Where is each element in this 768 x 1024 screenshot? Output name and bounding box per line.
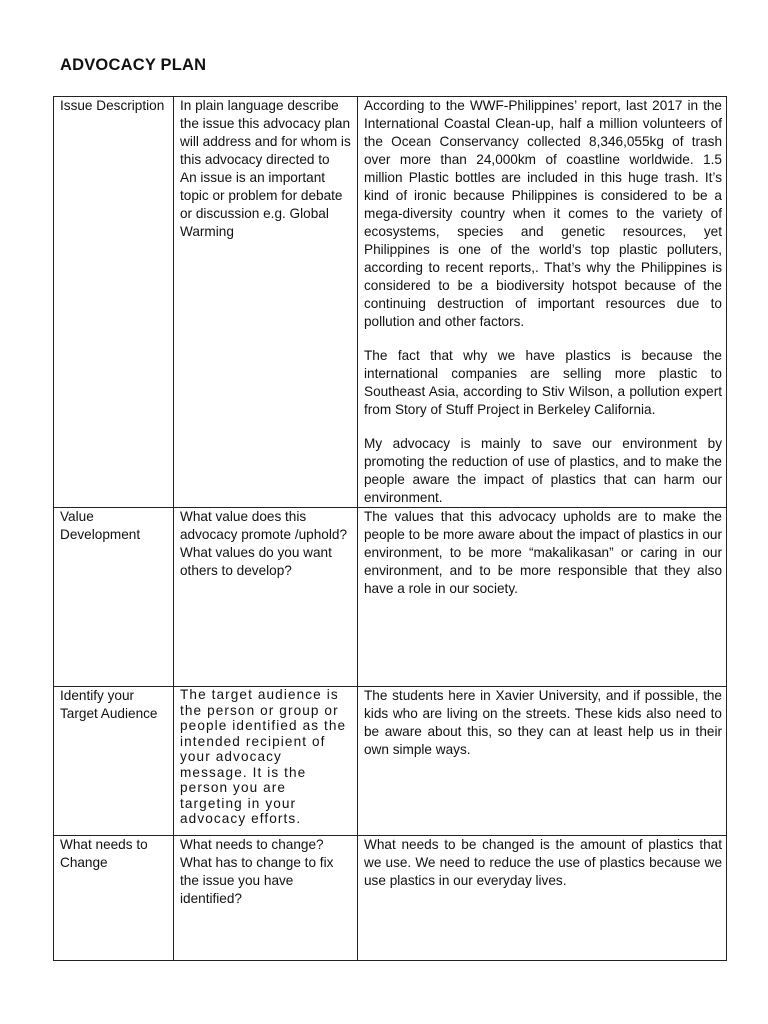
row-label-target-audience bbox=[54, 687, 174, 836]
page-title: ADVOCACY PLAN bbox=[60, 56, 207, 74]
prompt-text: What value does this advocacy promote /uphold? What values do you want others to develop? bbox=[180, 509, 348, 578]
row-prompt-value-development bbox=[174, 508, 358, 687]
row-response-target-audience bbox=[358, 687, 727, 836]
table-row-what-needs-to-change bbox=[54, 836, 727, 961]
response-paragraph: The values that this advocacy upholds are to make the people to be more aware about the impact of plastics in our environment, to be more “makalikasan” or caring in our environment, and to be more responsible that they also have a role in our society. bbox=[364, 509, 722, 596]
row-response-value-development bbox=[358, 508, 727, 687]
response-paragraph: What needs to be changed is the amount of plastics that we use. We need to reduce the use of plastics because we use plastics in our everyday lives. bbox=[364, 837, 722, 888]
row-label-text: Identify your Target Audience bbox=[60, 688, 158, 721]
row-label-text: Value Development bbox=[60, 509, 141, 542]
row-prompt-what-needs-to-change bbox=[174, 836, 358, 961]
row-prompt-target-audience bbox=[174, 687, 358, 836]
prompt-text: What needs to change? What has to change to fix the issue you have identified? bbox=[180, 837, 334, 906]
prompt-text: An issue is an important topic or problem for debate or discussion e.g. Global Warming bbox=[180, 170, 343, 239]
response-paragraph: According to the WWF-Philippines’ report, last 2017 in the International Coastal Clean-up, half a million volunteers of the Ocean Conservancy collected 8,346,055kg of trash over more than 24,000km of coastline worldwide. 1.5 million Plastic bottles are included in this huge trash. It’s kind of ironic because Philippines is considered to be a mega-diversity country when it comes to the variety of ecosystems, species and genetic resources, yet Philippines is one of the world’s top plastic polluters, according to recent reports,. That’s why the Philippines is considered to be a biodiversity hotspot because of the continuing destruction of important resources due to pollution and other factors. bbox=[364, 98, 722, 329]
table-row-value-development bbox=[54, 508, 727, 687]
advocacy-plan-table bbox=[53, 96, 727, 961]
row-label-what-needs-to-change bbox=[54, 836, 174, 961]
row-response-issue-description bbox=[358, 97, 727, 508]
prompt-text: In plain language describe the issue this advocacy plan will address and for whom is this advocacy directed to bbox=[180, 98, 351, 167]
row-label-value-development bbox=[54, 508, 174, 687]
row-label-text: What needs to Change bbox=[60, 837, 148, 870]
response-paragraph: The students here in Xavier University, and if possible, the kids who are living on the streets. These kids also need to be aware about this, so they can at least help us in their own simple ways. bbox=[364, 688, 722, 757]
table-row-issue-description bbox=[54, 97, 727, 508]
row-prompt-issue-description bbox=[174, 97, 358, 508]
table-row-target-audience bbox=[54, 687, 727, 836]
response-paragraph: The fact that why we have plastics is because the international companies are selling more plastic to Southeast Asia, according to Stiv Wilson, a pollution expert from Story of Stuff Project in Berkeley California. bbox=[364, 348, 722, 417]
prompt-text: The target audience is the person or group or people identified as the intended recipient of your advocacy message. It is the person you are targeting in your advocacy efforts. bbox=[180, 687, 347, 826]
row-label-issue-description bbox=[54, 97, 174, 508]
response-paragraph: My advocacy is mainly to save our environment by promoting the reduction of use of plastics, and to make the people aware the impact of plastics that can harm our environment. bbox=[364, 436, 722, 505]
row-label-text: Issue Description bbox=[60, 98, 165, 113]
row-response-what-needs-to-change bbox=[358, 836, 727, 961]
